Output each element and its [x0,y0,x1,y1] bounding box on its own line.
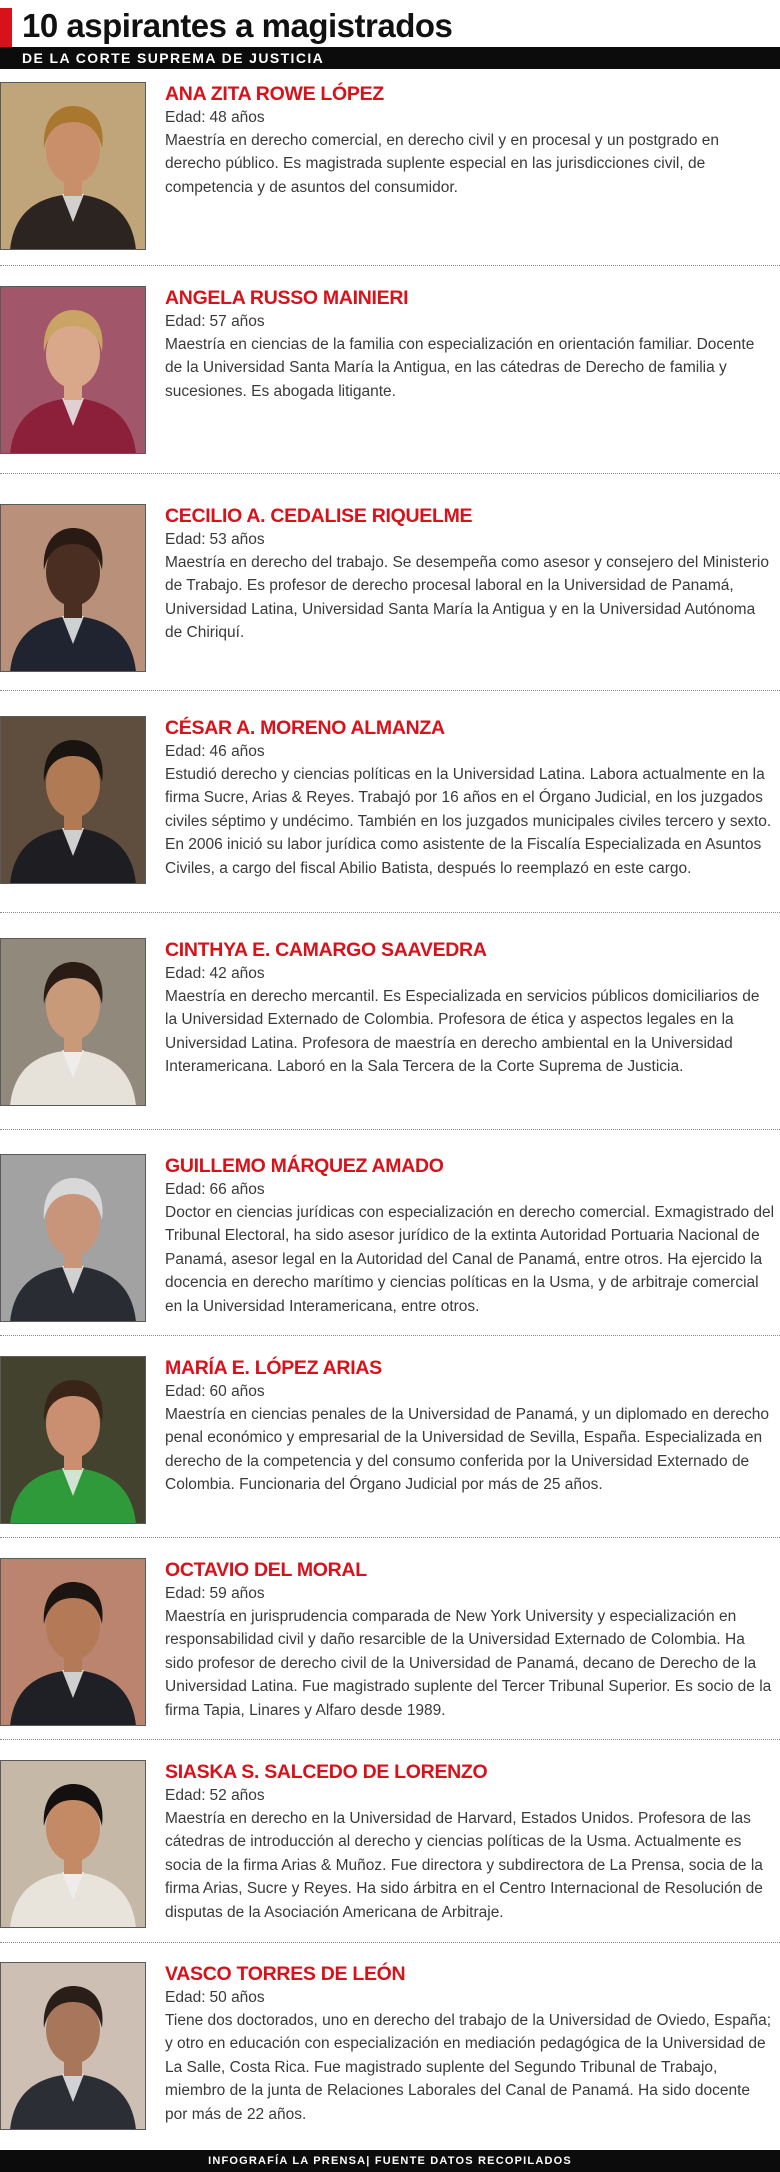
age-label: Edad: [165,313,206,330]
candidate-photo [0,938,146,1106]
candidate-photo [0,1760,146,1928]
age-label: Edad: [165,743,206,760]
candidate-text [165,1760,775,1924]
portrait-image [0,1962,146,2130]
candidate-age-line [165,1784,775,1807]
candidate-age: 53 años [209,531,265,548]
candidate-name: CINTHYA E. CAMARGO SAAVEDRA [165,939,487,961]
age-label: Edad: [165,965,206,982]
header [0,0,780,70]
candidate-bio: Doctor en ciencias jurídicas con especialización en derecho comercial. Exmagistrado del Tribunal Electoral, ha sido asesor jurídico de la extinta Autoridad Portuaria Nacional de Panamá, asesor legal en la Autoridad del Canal de Panamá, entre otros. Ha ejercido la docencia en derecho marítimo y ciencias políticas en la Usma, y de arbitraje comercial en la Universidad Interamericana, entre otros. [165,1204,775,1315]
candidate-text [165,938,775,1079]
age-label: Edad: [165,1989,206,2006]
portrait-image [0,1154,146,1322]
candidate-bio: Tiene dos doctorados, uno en derecho del trabajo de la Universidad de Oviedo, España; y otro en educación con especialización en mediación pedagógica de la Universidad de La Salle, Costa Rica. Fue magistrado suplente del Segundo Tribunal de Trabajo, miembro de la junta de Relaciones Laborales del Canal de Panamá. Ha sido docente por más de 22 años. [165,2012,772,2123]
candidate-age-line [165,528,775,551]
portrait-image [0,286,146,454]
dotted-divider [0,1335,780,1336]
footer-bar [0,2150,780,2172]
candidate-bio: Maestría en ciencias de la familia con especialización en orientación familiar. Docente de la Universidad Santa María la Antigua, en las cátedras de Derecho de familia y sucesiones. Es abogada litigante. [165,336,755,400]
candidate-age-line [165,740,775,763]
candidate-bio: Maestría en ciencias penales de la Universidad de Panamá, y un diplomado en derecho penal económico y empresarial de la Universidad de Sevilla, España. Especializada en derecho de la competencia y del consumo conferida por la Universidad Externado de Colombia. Funcionaria del Órgano Judicial por más de 25 años. [165,1406,770,1494]
dotted-divider [0,690,780,691]
candidate-name: GUILLEMO MÁRQUEZ AMADO [165,1155,444,1177]
candidate-name: SIASKA S. SALCEDO DE LORENZO [165,1761,488,1783]
candidate-photo [0,1154,146,1322]
page-title: 10 aspirantes a magistrados [22,7,453,44]
candidate-photo [0,286,146,454]
candidate-text [165,1558,775,1722]
portrait-image [0,938,146,1106]
candidate-bio: Estudió derecho y ciencias políticas en la Universidad Latina. Labora actualmente en la firma Sucre, Arias & Reyes. Trabajó por 16 años en el Órgano Judicial, en los juzgados civiles séptimo y undécimo. También en los juzgados municipales civiles tercero y sexto. En 2006 inició su labor jurídica como asistente de la Fiscalía Especializada en Asuntos Civiles, a cargo del fiscal Abilio Batista, después lo reemplazó en este cargo. [165,766,772,877]
candidate-bio: Maestría en derecho en la Universidad de Harvard, Estados Unidos. Profesora de las cátedras de introducción al derecho y ciencias políticas de la Usma. Actualmente es socia de la firma Arias & Muñoz. Fue directora y subdirectora de La Prensa, socia de la firma Arias, Sucre y Reyes. Ha sido árbitra en el Centro Internacional de Resolución de disputas de la Asociación Americana de Arbitraje. [165,1810,763,1921]
age-label: Edad: [165,1181,206,1198]
candidate-age: 42 años [209,965,265,982]
portrait-image [0,504,146,672]
candidate-name: CECILIO A. CEDALISE RIQUELME [165,505,473,527]
candidate-photo [0,82,146,250]
dotted-divider [0,1129,780,1130]
header-red-bar [0,8,12,48]
candidate-text [165,1962,775,2126]
age-label: Edad: [165,1585,206,1602]
age-label: Edad: [165,1383,206,1400]
candidate-text [165,1154,775,1318]
candidate-photo [0,1558,146,1726]
candidate-photo [0,1356,146,1524]
candidate-age-line [165,1380,775,1403]
age-label: Edad: [165,1787,206,1804]
candidate-age: 50 años [209,1989,265,2006]
dotted-divider [0,912,780,913]
dotted-divider [0,473,780,474]
candidate-age: 48 años [209,109,265,126]
dotted-divider [0,1942,780,1943]
candidate-name: MARÍA E. LÓPEZ ARIAS [165,1357,382,1379]
portrait-image [0,82,146,250]
candidate-bio: Maestría en derecho comercial, en derecho civil y en procesal y un postgrado en derecho público. Es magistrada suplente especial en las jurisdicciones civil, de competencia y de asuntos del consumidor. [165,132,719,196]
dotted-divider [0,265,780,266]
candidate-photo [0,1962,146,2130]
candidate-name: OCTAVIO DEL MORAL [165,1559,367,1581]
portrait-image [0,1558,146,1726]
candidate-name: ANGELA RUSSO MAINIERI [165,287,409,309]
candidate-name: CÉSAR A. MORENO ALMANZA [165,717,445,739]
candidate-age-line [165,1986,775,2009]
candidate-age: 57 años [209,313,265,330]
candidate-text [165,82,775,199]
candidate-name: VASCO TORRES DE LEÓN [165,1963,406,1985]
footer-credit: INFOGRAFÍA LA PRENSA| FUENTE DATOS RECOPILADOS [208,2155,572,2167]
candidate-bio: Maestría en derecho del trabajo. Se desempeña como asesor y consejero del Ministerio de Trabajo. Es profesor de derecho procesal laboral en la Universidad de Panamá, Universidad Latina, Universidad Santa María la Antigua y en la Universidad Autónoma de Chiriquí. [165,554,769,642]
candidate-photo [0,504,146,672]
page-subtitle: DE LA CORTE SUPREMA DE JUSTICIA [22,50,325,66]
candidate-text [165,716,775,880]
candidate-photo [0,716,146,884]
candidate-age-line [165,1178,775,1201]
candidate-age: 52 años [209,1787,265,1804]
age-label: Edad: [165,531,206,548]
portrait-image [0,716,146,884]
portrait-image [0,1356,146,1524]
candidate-bio: Maestría en derecho mercantil. Es Especializada en servicios públicos domiciliarios de la Universidad Externado de Colombia. Profesora de ética y aspectos legales en la Universidad Latina. Profesora de maestría en derecho ambiental en la Universidad Interamericana. Laboró en la Sala Tercera de la Corte Suprema de Justicia. [165,988,760,1076]
candidate-text [165,504,775,645]
candidate-age: 60 años [209,1383,265,1400]
candidate-bio: Maestría en jurisprudencia comparada de New York University y especialización en responsabilidad civil y daño resarcible de la Universidad Externado de Colombia. Ha sido profesor de derecho civil de la Universidad de Panamá, decano de Derecho de la Universidad Latina. Fue magistrado suplente del Tercer Tribunal Superior. Es socio de la firma Tapia, Linares y Alfaro desde 1989. [165,1608,772,1719]
age-label: Edad: [165,109,206,126]
dotted-divider [0,1739,780,1740]
candidate-text [165,286,775,403]
dotted-divider [0,1537,780,1538]
candidate-age: 46 años [209,743,265,760]
candidate-age-line [165,106,775,129]
candidate-age: 59 años [209,1585,265,1602]
candidate-text [165,1356,775,1497]
candidate-age: 66 años [209,1181,265,1198]
portrait-image [0,1760,146,1928]
candidate-name: ANA ZITA ROWE LÓPEZ [165,83,384,105]
candidate-age-line [165,310,775,333]
candidate-age-line [165,1582,775,1605]
candidate-age-line [165,962,775,985]
